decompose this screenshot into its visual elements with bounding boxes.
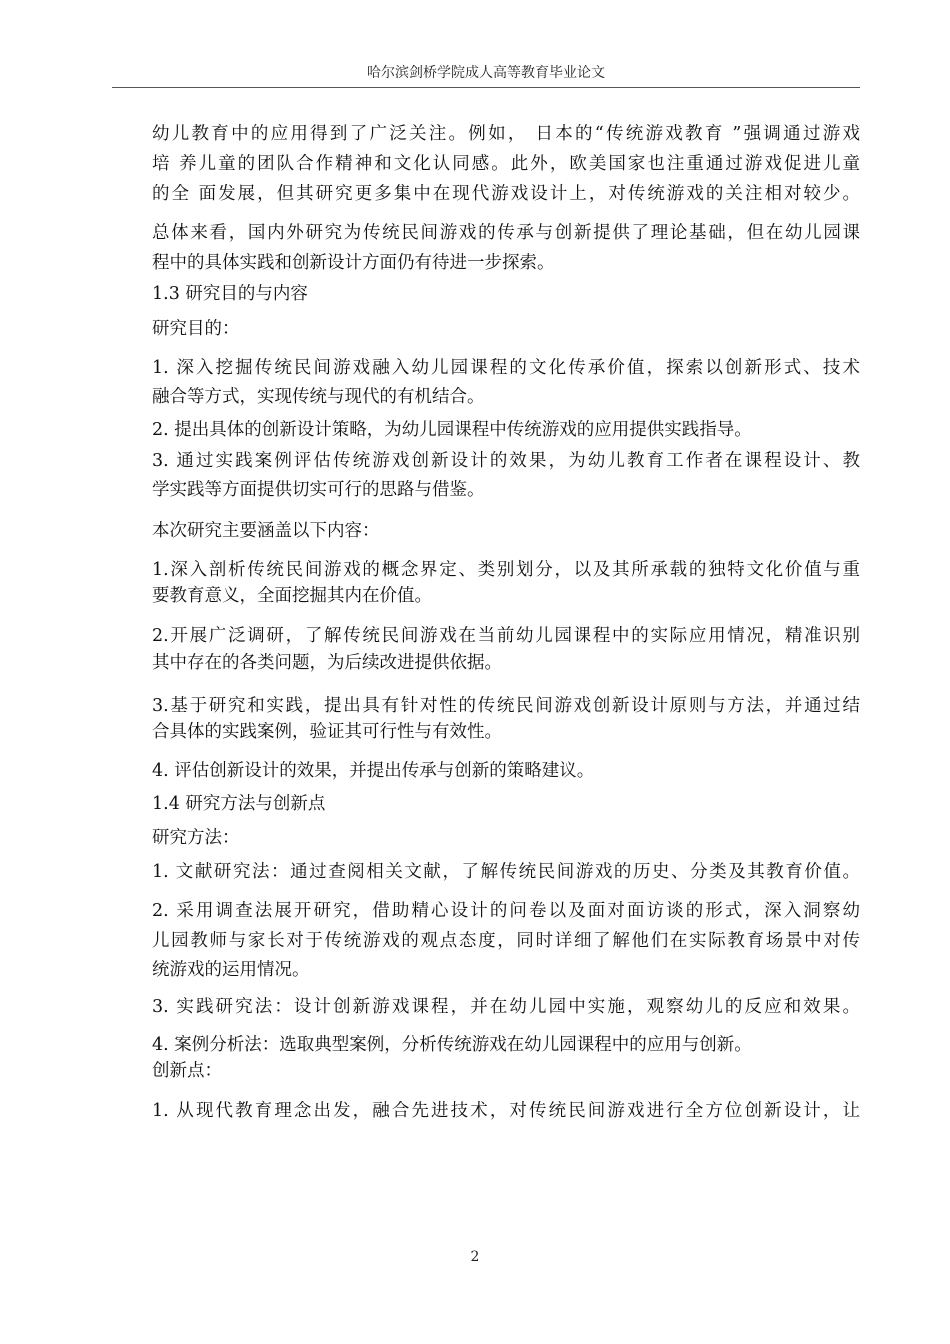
list-item: 1.深入剖析传统民间游戏的概念界定、类别划分，以及其所承载的独特文化价值与重 xyxy=(152,560,860,580)
list-item: 融合等方式，实现传统与现代的有机结合。 xyxy=(152,387,485,407)
subheading: 本次研究主要涵盖以下内容： xyxy=(152,521,380,541)
running-header: 哈尔滨剑桥学院成人高等教育毕业论文 xyxy=(367,65,605,81)
text-line: 培 养儿童的团队合作精神和文化认同感。此外，欧美国家也注重通过游戏促进儿童 xyxy=(152,154,860,174)
list-item: 2. 采用调查法展开研究，借助精心设计的问卷以及面对面访谈的形式，深入洞察幼 xyxy=(152,901,860,921)
text-line: 幼儿教育中的应用得到了广泛关注。例如， 日本的“传统游戏教育 ”强调通过游戏 xyxy=(152,124,860,144)
text-line: 程中的具体实践和创新设计方面仍有待进一步探索。 xyxy=(152,253,555,273)
subheading: 研究方法： xyxy=(152,828,240,848)
text-line: 总体来看，国内外研究为传统民间游戏的传承与创新提供了理论基础，但在幼儿园课 xyxy=(152,223,860,243)
section-heading: 1.4 研究方法与创新点 xyxy=(152,794,326,814)
list-item: 1. 从现代教育理念出发，融合先进技术，对传统民间游戏进行全方位创新设计，让 xyxy=(152,1101,860,1121)
list-item: 合具体的实践案例，验证其可行性与有效性。 xyxy=(152,722,502,742)
list-item: 4. 评估创新设计的效果，并提出传承与创新的策略建议。 xyxy=(152,761,595,781)
list-item: 4. 案例分析法：选取典型案例，分析传统游戏在幼儿园课程中的应用与创新。 xyxy=(152,1035,752,1055)
list-item: 3.基于研究和实践，提出具有针对性的传统民间游戏创新设计原则与方法，并通过结 xyxy=(152,696,860,716)
text-line: 的全 面发展，但其研究更多集中在现代游戏设计上，对传统游戏的关注相对较少。 xyxy=(152,184,860,204)
section-heading: 1.3 研究目的与内容 xyxy=(152,284,308,304)
list-item: 3. 通过实践案例评估传统游戏创新设计的效果，为幼儿教育工作者在课程设计、教 xyxy=(152,451,860,471)
list-item: 其中存在的各类问题，为后续改进提供依据。 xyxy=(152,653,502,673)
list-item: 儿园教师与家长对于传统游戏的观点态度，同时详细了解他们在实际教育场景中对传 xyxy=(152,931,860,951)
list-item: 1. 文献研究法：通过查阅相关文献，了解传统民间游戏的历史、分类及其教育价值。 xyxy=(152,862,860,882)
subheading: 创新点： xyxy=(152,1061,222,1081)
header-divider xyxy=(112,87,860,88)
list-item: 2. 提出具体的创新设计策略，为幼儿园课程中传统游戏的应用提供实践指导。 xyxy=(152,420,752,440)
list-item: 统游戏的运用情况。 xyxy=(152,960,310,980)
subheading: 研究目的： xyxy=(152,319,240,339)
list-item: 2.开展广泛调研，了解传统民间游戏在当前幼儿园课程中的实际应用情况，精准识别 xyxy=(152,626,860,646)
list-item: 要教育意义，全面挖掘其内在价值。 xyxy=(152,586,432,606)
list-item: 1. 深入挖掘传统民间游戏融入幼儿园课程的文化传承价值，探索以创新形式、技术 xyxy=(152,358,860,378)
list-item: 3. 实践研究法：设计创新游戏课程，并在幼儿园中实施，观察幼儿的反应和效果。 xyxy=(152,997,860,1017)
list-item: 学实践等方面提供切实可行的思路与借鉴。 xyxy=(152,480,485,500)
page-number: 2 xyxy=(470,1249,480,1265)
